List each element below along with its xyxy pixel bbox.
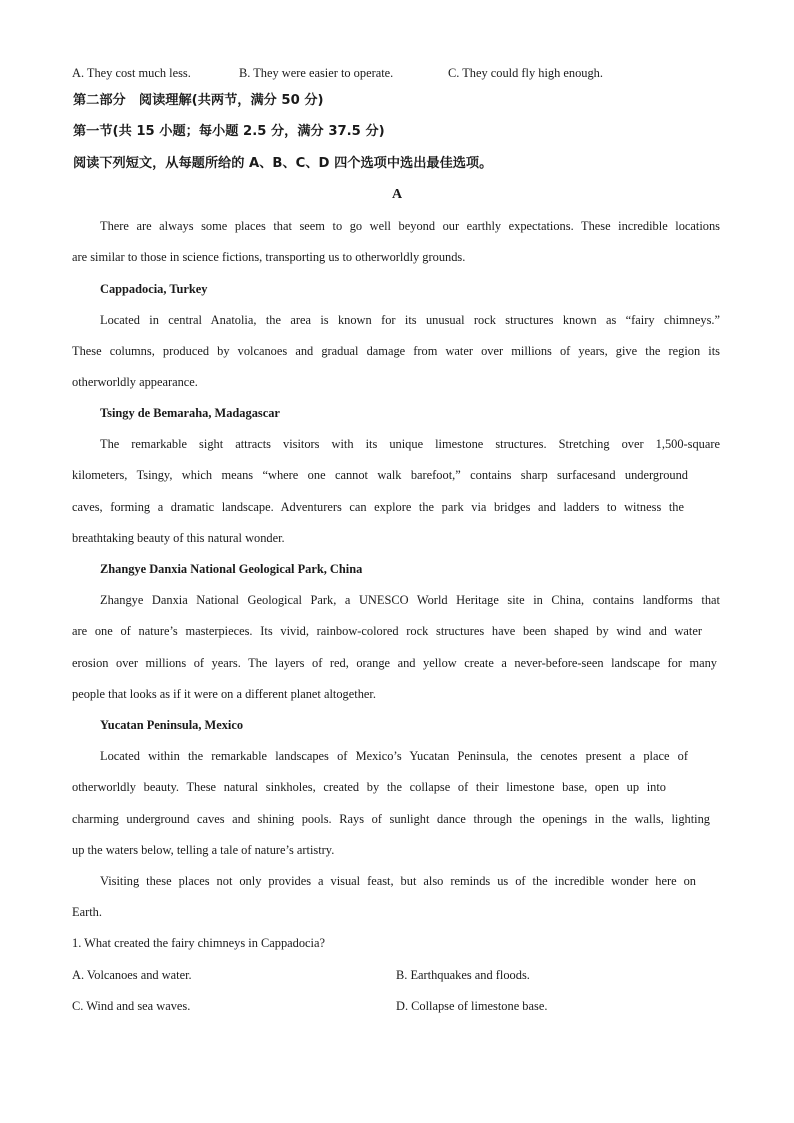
paragraph-line: are one of nature’s masterpieces. Its vivid, rainbow-colored rock structures have been shaped by wind and water xyxy=(72,624,702,638)
paragraph-line: people that looks as if it were on a different planet altogether. xyxy=(72,687,376,701)
paragraph-line: Located in central Anatolia, the area is known for its unusual rock structures known as “fairy chimneys.” xyxy=(100,313,720,327)
question-stem: 1. What created the fairy chimneys in Cappadocia? xyxy=(72,936,325,950)
section-heading: 第一节(共 15 小题；每小题 2.5 分，满分 37.5 分) xyxy=(73,124,385,139)
section-title-yucatan: Yucatan Peninsula, Mexico xyxy=(100,718,244,732)
paragraph-line: otherworldly beauty. These natural sinkholes, created by the collapse of their limestone base, open up into xyxy=(72,780,666,794)
paragraph-line: kilometers, Tsingy, which means “where one cannot walk barefoot,” contains sharp surfacesand underground xyxy=(72,468,688,482)
paragraph-line: up the waters below, telling a tale of nature’s artistry. xyxy=(72,843,335,857)
paragraph-line: The remarkable sight attracts visitors with its unique limestone structures. Stretching over 1,500-square xyxy=(100,437,720,451)
intro-line: There are always some places that seem to go well beyond our earthly expectations. These incredible locations xyxy=(100,219,720,233)
paragraph-line: breathtaking beauty of this natural wonder. xyxy=(72,531,285,545)
conclusion-line: Visiting these places not only provides a visual feast, but also reminds us of the incredible wonder here on xyxy=(100,874,696,888)
paragraph-line: erosion over millions of years. The layers of red, orange and yellow create a never-before-seen landscape for many xyxy=(72,656,717,670)
paragraph-line: Zhangye Danxia National Geological Park, a UNESCO World Heritage site in China, contains landforms that xyxy=(100,593,720,607)
section-title-cappadocia: Cappadocia, Turkey xyxy=(100,282,208,296)
paragraph-line: These columns, produced by volcanoes and gradual damage from water over millions of years, give the region its xyxy=(72,344,720,358)
prev-option-c: C. They could fly high enough. xyxy=(448,66,603,80)
part-heading: 第二部分 阅读理解(共两节，满分 50 分) xyxy=(73,93,324,108)
option-b: B. Earthquakes and floods. xyxy=(396,968,530,982)
intro-line: are similar to those in science fictions, transporting us to otherworldly grounds. xyxy=(72,250,466,264)
passage-label: A xyxy=(391,187,403,202)
section-title-tsingy: Tsingy de Bemaraha, Madagascar xyxy=(100,406,280,420)
option-a: A. Volcanoes and water. xyxy=(72,968,192,982)
option-d: D. Collapse of limestone base. xyxy=(396,999,548,1013)
paragraph-line: charming underground caves and shining pools. Rays of sunlight dance through the openings in the walls, lighting xyxy=(72,812,710,826)
paragraph-line: caves, forming a dramatic landscape. Adventurers can explore the park via bridges and ladders to witness the xyxy=(72,500,684,514)
prev-option-b: B. They were easier to operate. xyxy=(239,66,394,80)
option-c: C. Wind and sea waves. xyxy=(72,999,191,1013)
paragraph-line: otherworldly appearance. xyxy=(72,375,198,389)
prev-option-a: A. They cost much less. xyxy=(72,66,191,80)
instruction: 阅读下列短文，从每题所给的 A、B、C、D 四个选项中选出最佳选项。 xyxy=(73,156,493,171)
section-title-zhangye: Zhangye Danxia National Geological Park, China xyxy=(100,562,363,576)
conclusion-line: Earth. xyxy=(72,905,102,919)
paragraph-line: Located within the remarkable landscapes of Mexico’s Yucatan Peninsula, the cenotes present a place of xyxy=(100,749,688,763)
